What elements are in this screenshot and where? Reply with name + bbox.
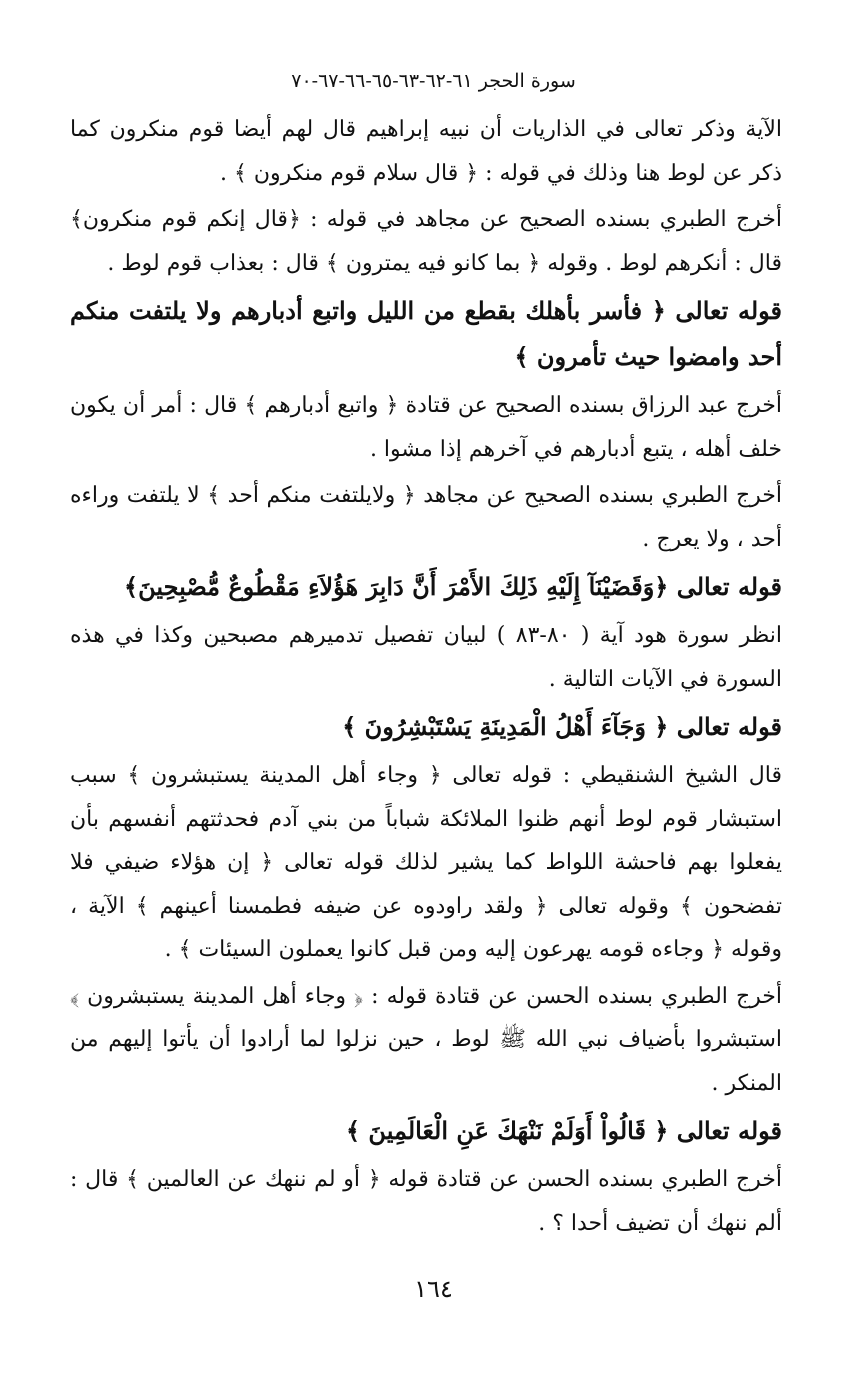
- paragraph: قال الشيخ الشنقيطي : قوله تعالى ﴿ وجاء أهل المدينة يستبشرون ﴾ سبب استبشار قوم لوط أنهم ظنوا الملائكة شباباً من بني آدم فحدثتهم أنفسهم بأن يفعلوا بهم فاحشة اللواط كما يشير لذلك قوله تعالى ﴿ إن هؤلاء ضيفي فلا تفضحون ﴾ وقوله تعالى ﴿ ولقد راودوه عن ضيفه فطمسنا أعينهم ﴾ الآية ، وقوله ﴿ وجاءه قومه يهرعون إليه ومن قبل كانوا يعملون السيئات ﴾ .: [70, 763, 782, 962]
- verse-heading: قوله تعالى ﴿ فأسر بأهلك بقطع من الليل واتبع أدبارهم ولا يلتفت منكم أحد وامضوا حيث تأمرون ﴾: [70, 296, 782, 371]
- paragraph: أخرج عبد الرزاق بسنده الصحيح عن قتادة ﴿ واتبع أدبارهم ﴾ قال : أمر أن يكون خلف أهله ، يتبع أدبارهم في آخرهم إذا مشوا .: [70, 393, 782, 462]
- verse-heading: قوله تعالى ﴿ وَجَآءَ أَهْلُ الْمَدِينَةِ يَسْتَبْشِرُونَ ﴾: [342, 712, 782, 741]
- page-number: ١٦٤: [414, 1275, 453, 1303]
- paragraph: انظر سورة هود آية ( ٨٠-٨٣ ) لبيان تفصيل تدميرهم مصبحين وكذا في هذه السورة في الآيات التالية .: [70, 623, 782, 692]
- paragraph: أخرج الطبري بسنده الصحيح عن مجاهد في قوله : ﴿قال إنكم قوم منكرون﴾ قال : أنكرهم لوط . وقوله ﴿ بما كانو فيه يمترون ﴾ قال : بعذاب قوم لوط .: [70, 207, 782, 276]
- paragraph: أخرج الطبري بسنده الحسن عن قتادة قوله ﴿ أو لم ننهك عن العالمين ﴾ قال : ألم ننهك أن تضيف أحدا ؟ .: [70, 1167, 782, 1236]
- main-text: [70, 108, 782, 1248]
- paragraph: أخرج الطبري بسنده الصحيح عن مجاهد ﴿ ولايلتفت منكم أحد ﴾ لا يلتفت وراءه أحد ، ولا يعرج .: [70, 483, 782, 552]
- verse-heading: قوله تعالى ﴿وَقَضَيْنَآ إِلَيْهِ ذَلِكَ الأَمْرَ أَنَّ دَابِرَ هَؤُلاَءِ مَقْطُوعٌ مُّصْبِحِينَ﴾: [124, 572, 782, 601]
- paragraph: أخرج الطبري بسنده الحسن عن قتادة قوله : ﴿ وجاء أهل المدينة يستبشرون ﴾ استبشروا بأضياف نبي الله ﷺ لوط ، حين نزلوا لما أرادوا أن يأتوا إليهم من المنكر .: [70, 983, 782, 1096]
- paragraph: الآية وذكر تعالى في الذاريات أن نبيه إبراهيم قال لهم أيضا قوم منكرون كما ذكر عن لوط هنا وذلك في قوله : ﴿ قال سلام قوم منكرون ﴾ .: [70, 117, 782, 186]
- running-header: سورة الحجر ٦١-٦٢-٦٣-٦٥-٦٦-٦٧-٧٠: [291, 70, 576, 92]
- verse-heading: قوله تعالى ﴿ قَالُواْ أَوَلَمْ نَنْهَكَ عَنِ الْعَالَمِينَ ﴾: [346, 1116, 782, 1145]
